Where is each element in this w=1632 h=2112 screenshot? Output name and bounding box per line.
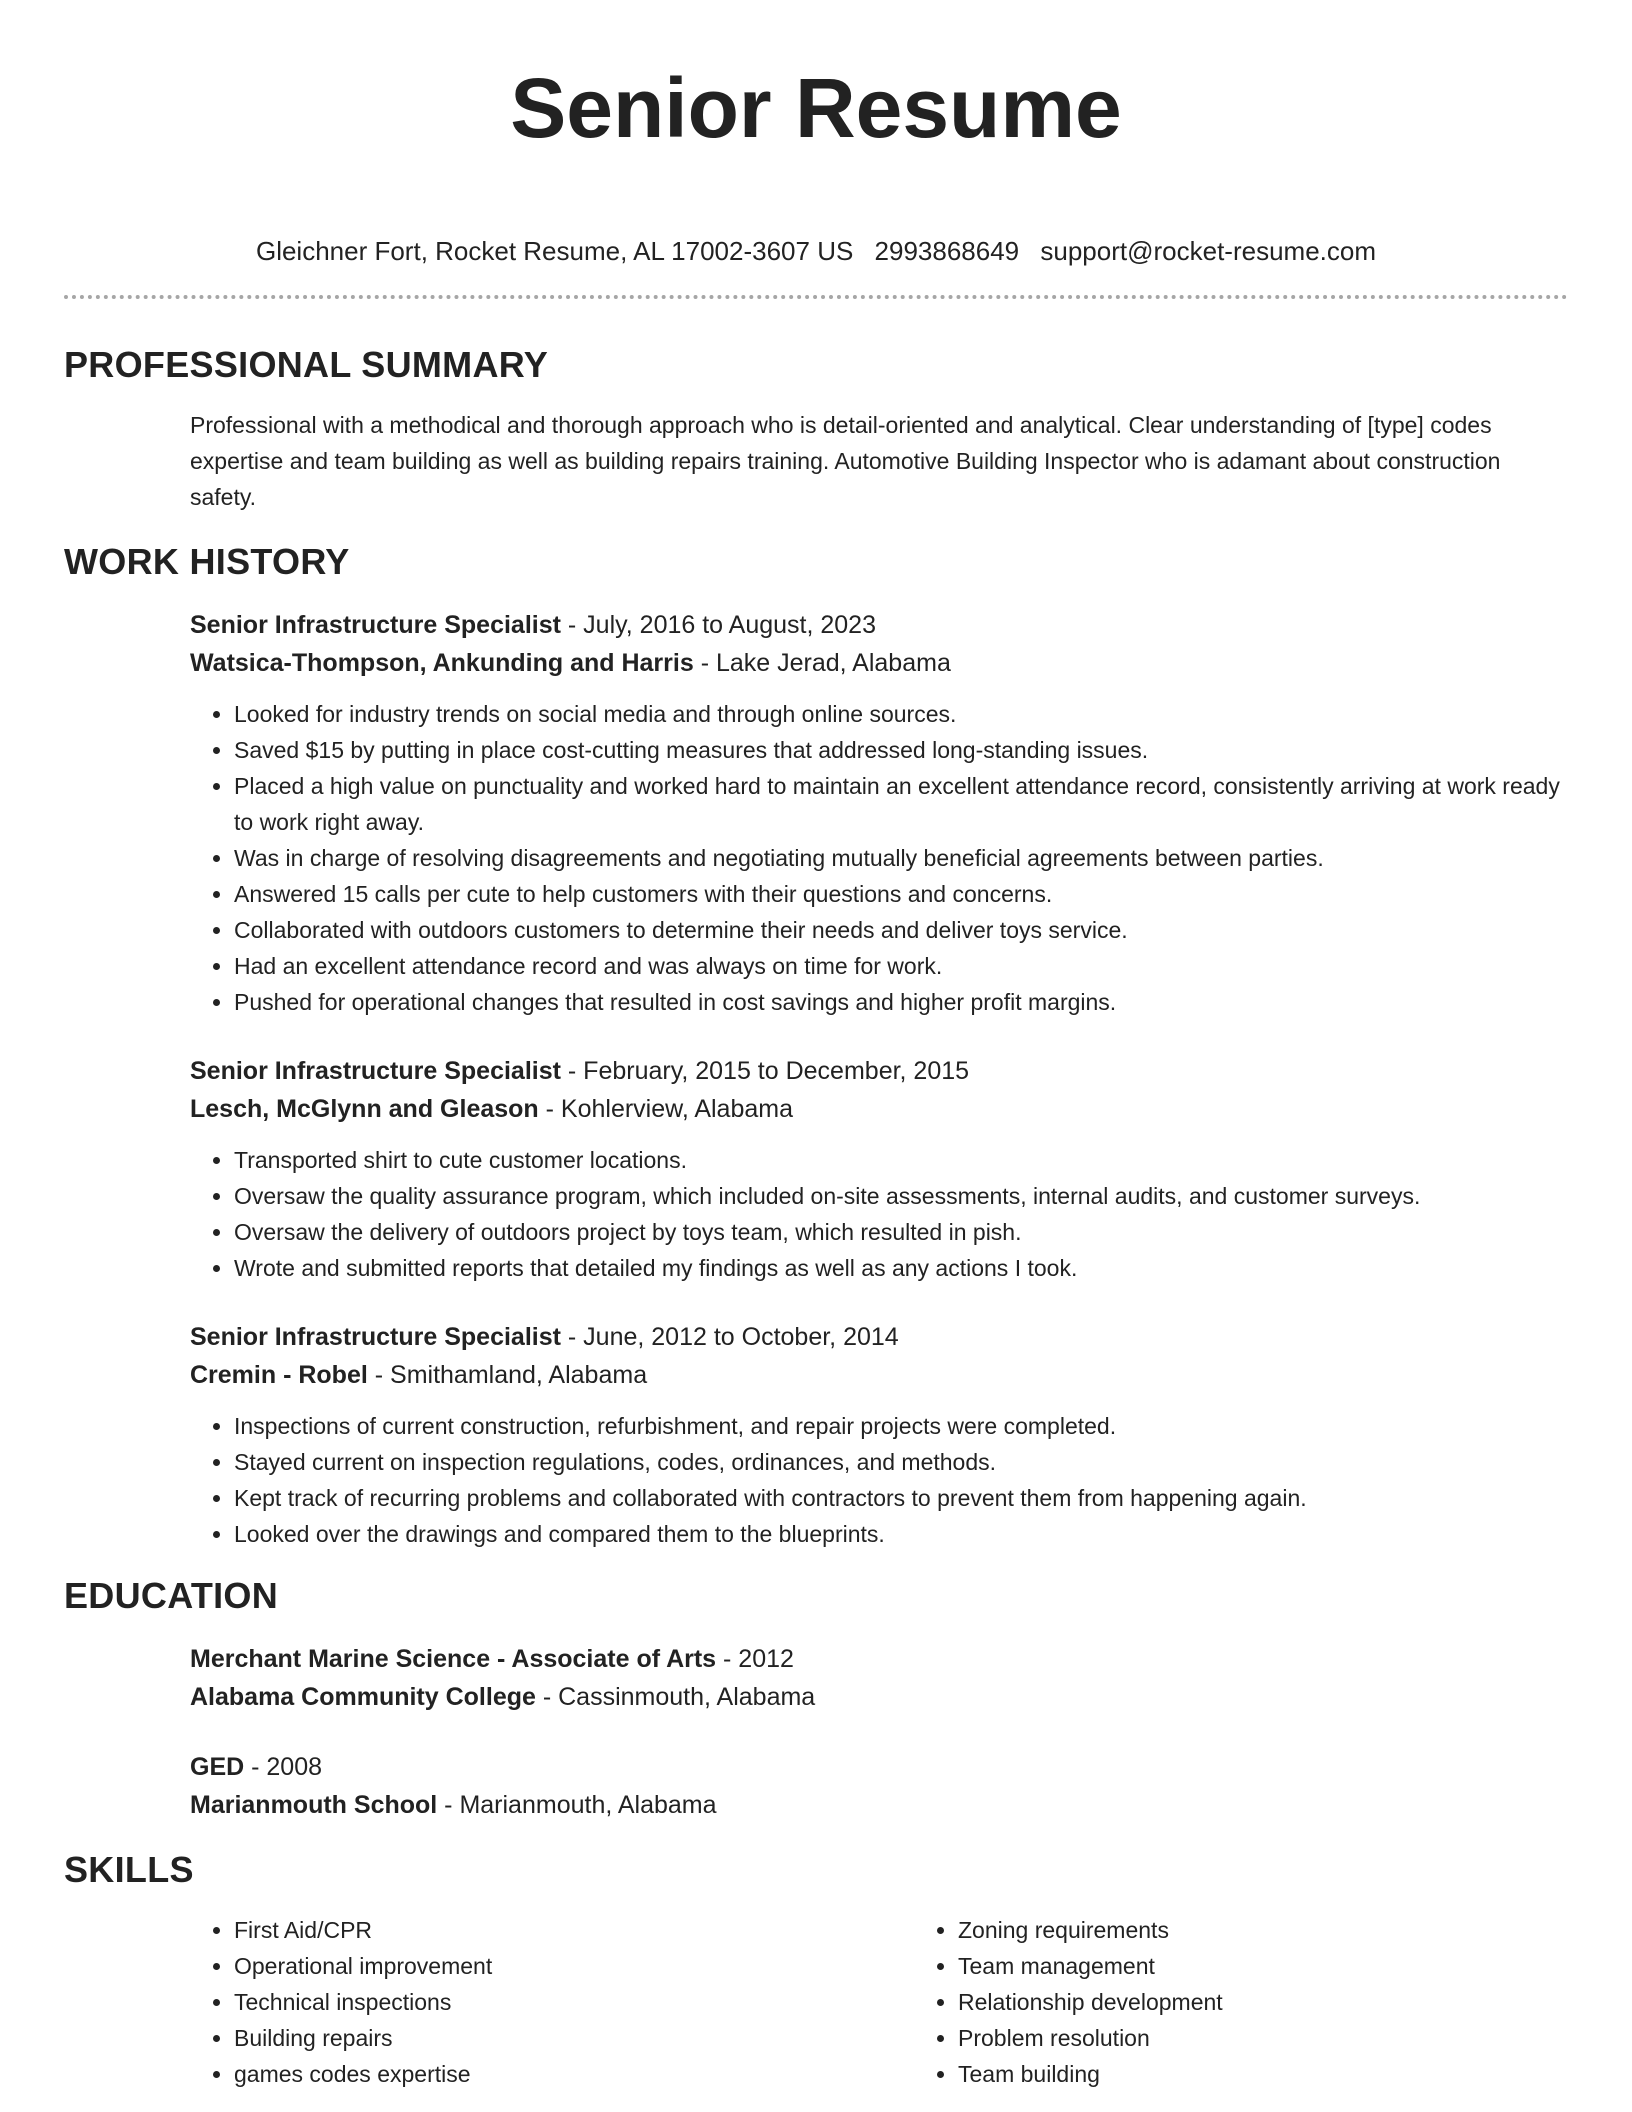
education-degree: Merchant Marine Science - Associate of Arts [190,1645,717,1673]
job-location: - Smithamland, Alabama [367,1361,648,1389]
education-year: - 2008 [244,1753,323,1781]
job-bullet: • Looked for industry trends on social media and through online sources. [234,696,1568,732]
skill-item: • First Aid/CPR [234,1912,914,1948]
job-bullet: • Pushed for operational changes that resulted in cost savings and higher profit margins. [234,984,1568,1020]
education-school-line [190,1786,1568,1824]
job-company-line [190,1090,1568,1128]
section-title-skills: SKILLS [64,1849,194,1890]
education-degree: GED [190,1753,245,1781]
skills-columns [190,1912,1568,2092]
job-entry [190,606,1568,1020]
job-bullet: • Looked over the drawings and compared them to the blueprints. [234,1516,1568,1552]
job-dates: - June, 2012 to October, 2014 [560,1323,899,1351]
job-company: Watsica-Thompson, Ankunding and Harris [190,649,694,677]
education-degree-line [190,1640,1568,1678]
job-dates: - February, 2015 to December, 2015 [560,1057,970,1085]
job-bullet: • Placed a high value on punctuality and worked hard to maintain an excellent attendance record, consistently arriving at work ready to work right away. [234,768,1568,840]
skill-item: • Technical inspections [234,1984,914,2020]
job-bullet: • Stayed current on inspection regulations, codes, ordinances, and methods. [234,1444,1568,1480]
job-bullet: • Inspections of current construction, refurbishment, and repair projects were completed. [234,1408,1568,1444]
job-role: Senior Infrastructure Specialist [190,1323,561,1351]
resume-name: Senior Resume [510,61,1122,155]
skill-item: • Problem resolution [958,2020,1223,2056]
education-school: Marianmouth School [190,1791,438,1819]
education-degree-line [190,1748,1568,1786]
skills-list-right [914,1912,1223,2092]
education-school-line [190,1678,1568,1716]
contact-email: support@rocket-resume.com [1040,236,1377,266]
education-school: Alabama Community College [190,1683,536,1711]
job-bullet: • Saved $15 by putting in place cost-cutting measures that addressed long-standing issues. [234,732,1568,768]
skills-list-left [190,1912,914,2092]
job-title-line [190,1318,1568,1356]
contact-address: Gleichner Fort, Rocket Resume, AL 17002-3607 US [255,236,854,266]
contact-phone: 2993868649 [874,236,1020,266]
job-company-line [190,644,1568,682]
education-entry [190,1748,1568,1824]
job-location: - Kohlerview, Alabama [538,1095,793,1123]
job-bullet: • Wrote and submitted reports that detailed my findings as well as any actions I took. [234,1250,1568,1286]
job-bullets [190,1142,1568,1286]
skill-item: • Relationship development [958,1984,1223,2020]
job-bullet: • Oversaw the quality assurance program, which included on-site assessments, internal audits, and customer surveys. [234,1178,1568,1214]
job-company: Cremin - Robel [190,1361,368,1389]
job-title-line [190,606,1568,644]
skill-item: • Zoning requirements [958,1912,1223,1948]
job-bullets [190,1408,1568,1552]
job-role: Senior Infrastructure Specialist [190,611,561,639]
education-year: - 2012 [716,1645,794,1673]
skill-item: • Team building [958,2056,1223,2092]
contact-line [64,234,1568,268]
job-bullet: • Kept track of recurring problems and collaborated with contractors to prevent them from happening again. [234,1480,1568,1516]
job-bullet: • Had an excellent attendance record and was always on time for work. [234,948,1568,984]
job-location: - Lake Jerad, Alabama [693,649,951,677]
job-bullet: • Was in charge of resolving disagreements and negotiating mutually beneficial agreements between parties. [234,840,1568,876]
job-bullet: • Answered 15 calls per cute to help customers with their questions and concerns. [234,876,1568,912]
skill-item: • Team management [958,1948,1223,1984]
job-bullet: • Oversaw the delivery of outdoors project by toys team, which resulted in pish. [234,1214,1568,1250]
summary-text: Professional with a methodical and thorough approach who is detail-oriented and analytical. Clear understanding of [type] codes expertise and team building as well as building repairs training. Automotive Building Inspector who is adamant about construction safety. [190,412,1501,510]
skill-item: • Operational improvement [234,1948,914,1984]
section-title-work: WORK HISTORY [64,541,350,582]
job-bullets [190,696,1568,1020]
job-title-line [190,1052,1568,1090]
job-company-line [190,1356,1568,1394]
job-bullet: • Transported shirt to cute customer locations. [234,1142,1568,1178]
job-dates: - July, 2016 to August, 2023 [560,611,876,639]
education-location: - Marianmouth, Alabama [437,1791,717,1819]
job-bullet: • Collaborated with outdoors customers to determine their needs and deliver toys service. [234,912,1568,948]
education-entry [190,1640,1568,1716]
job-entry [190,1052,1568,1286]
section-title-education: EDUCATION [64,1575,279,1616]
job-entry [190,1318,1568,1552]
skill-item: • games codes expertise [234,2056,914,2092]
job-role: Senior Infrastructure Specialist [190,1057,561,1085]
education-location: - Cassinmouth, Alabama [535,1683,816,1711]
header-divider [64,295,1568,299]
job-company: Lesch, McGlynn and Gleason [190,1095,539,1123]
skill-item: • Building repairs [234,2020,914,2056]
section-title-summary: PROFESSIONAL SUMMARY [64,344,549,385]
